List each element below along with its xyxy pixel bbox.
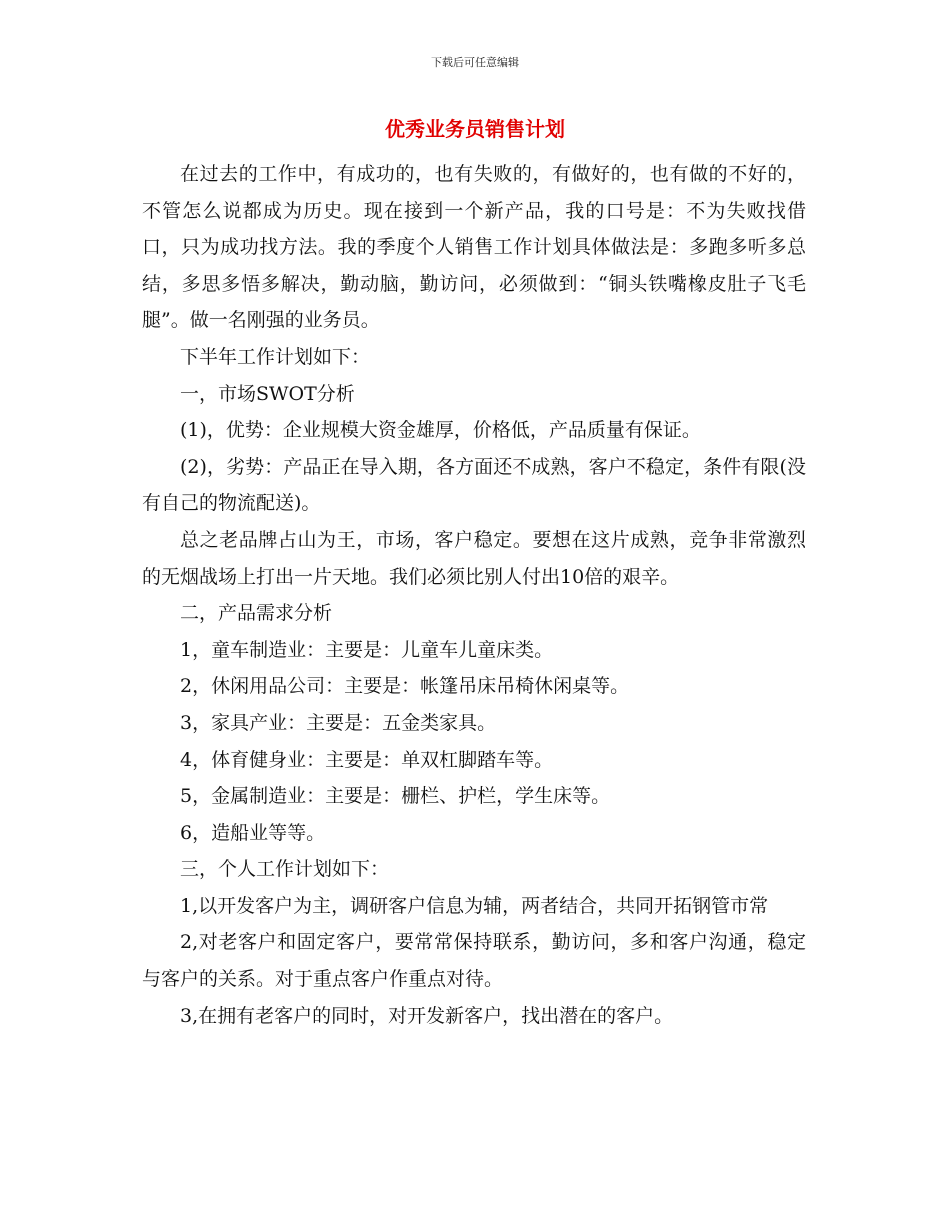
paragraph-weakness: (2)，劣势：产品正在导入期，各方面还不成熟，客户不稳定，条件有限(没有自己的物流配送)。 <box>142 455 806 515</box>
list-item-demand-1: 1，童车制造业：主要是：儿童车儿童床类。 <box>180 638 554 661</box>
section-heading-swot: 一，市场SWOT分析 <box>180 382 355 405</box>
list-item-demand-4: 4，体育健身业：主要是：单双杠脚踏车等。 <box>180 748 554 771</box>
list-item-plan-1: 1,以开发客户为主，调研客户信息为辅，两者结合，共同开拓钢管市常 <box>180 894 769 917</box>
section-heading-personal-plan: 三，个人工作计划如下： <box>180 858 390 881</box>
paragraph-strength: (1)，优势：企业规模大资金雄厚，价格低，产品质量有保证。 <box>180 419 701 442</box>
list-item-plan-2: 2,对老客户和固定客户，要常常保持联系，勤访问，多和客户沟通，稳定与客户的关系。对于重点客户作重点对待。 <box>142 931 806 991</box>
section-heading-demand: 二，产品需求分析 <box>180 602 333 625</box>
paragraph-plan-heading: 下半年工作计划如下： <box>180 345 371 368</box>
paragraph-summary: 总之老品牌占山为王，市场，客户稳定。要想在这片成熟，竞争非常激烈的无烟战场上打出一片天地。我们必须比别人付出10倍的艰辛。 <box>142 528 806 588</box>
document-title: 优秀业务员销售计划 <box>385 117 565 141</box>
document-body <box>142 156 806 1034</box>
list-item-demand-6: 6，造船业等等。 <box>180 821 326 844</box>
list-item-plan-3: 3,在拥有老客户的同时，对开发新客户，找出潜在的客户。 <box>180 1004 674 1027</box>
list-item-demand-2: 2，休闲用品公司：主要是：帐篷吊床吊椅休闲桌等。 <box>180 675 630 698</box>
list-item-demand-5: 5，金属制造业：主要是：栅栏、护栏，学生床等。 <box>180 785 611 808</box>
paragraph-intro: 在过去的工作中，有成功的，也有失败的，有做好的，也有做的不好的，不管怎么说都成为历史。现在接到一个新产品，我的口号是：不为失败找借口，只为成功找方法。我的季度个人销售工作计划具体做法是：多跑多听多总结，多思多悟多解决，勤动脑，勤访问，必须做到：“铜头铁嘴橡皮肚子飞毛腿”。做一名刚强的业务员。 <box>142 163 806 332</box>
header-note: 下载后可任意编辑 <box>431 56 519 69</box>
list-item-demand-3: 3，家具产业：主要是：五金类家具。 <box>180 711 497 734</box>
